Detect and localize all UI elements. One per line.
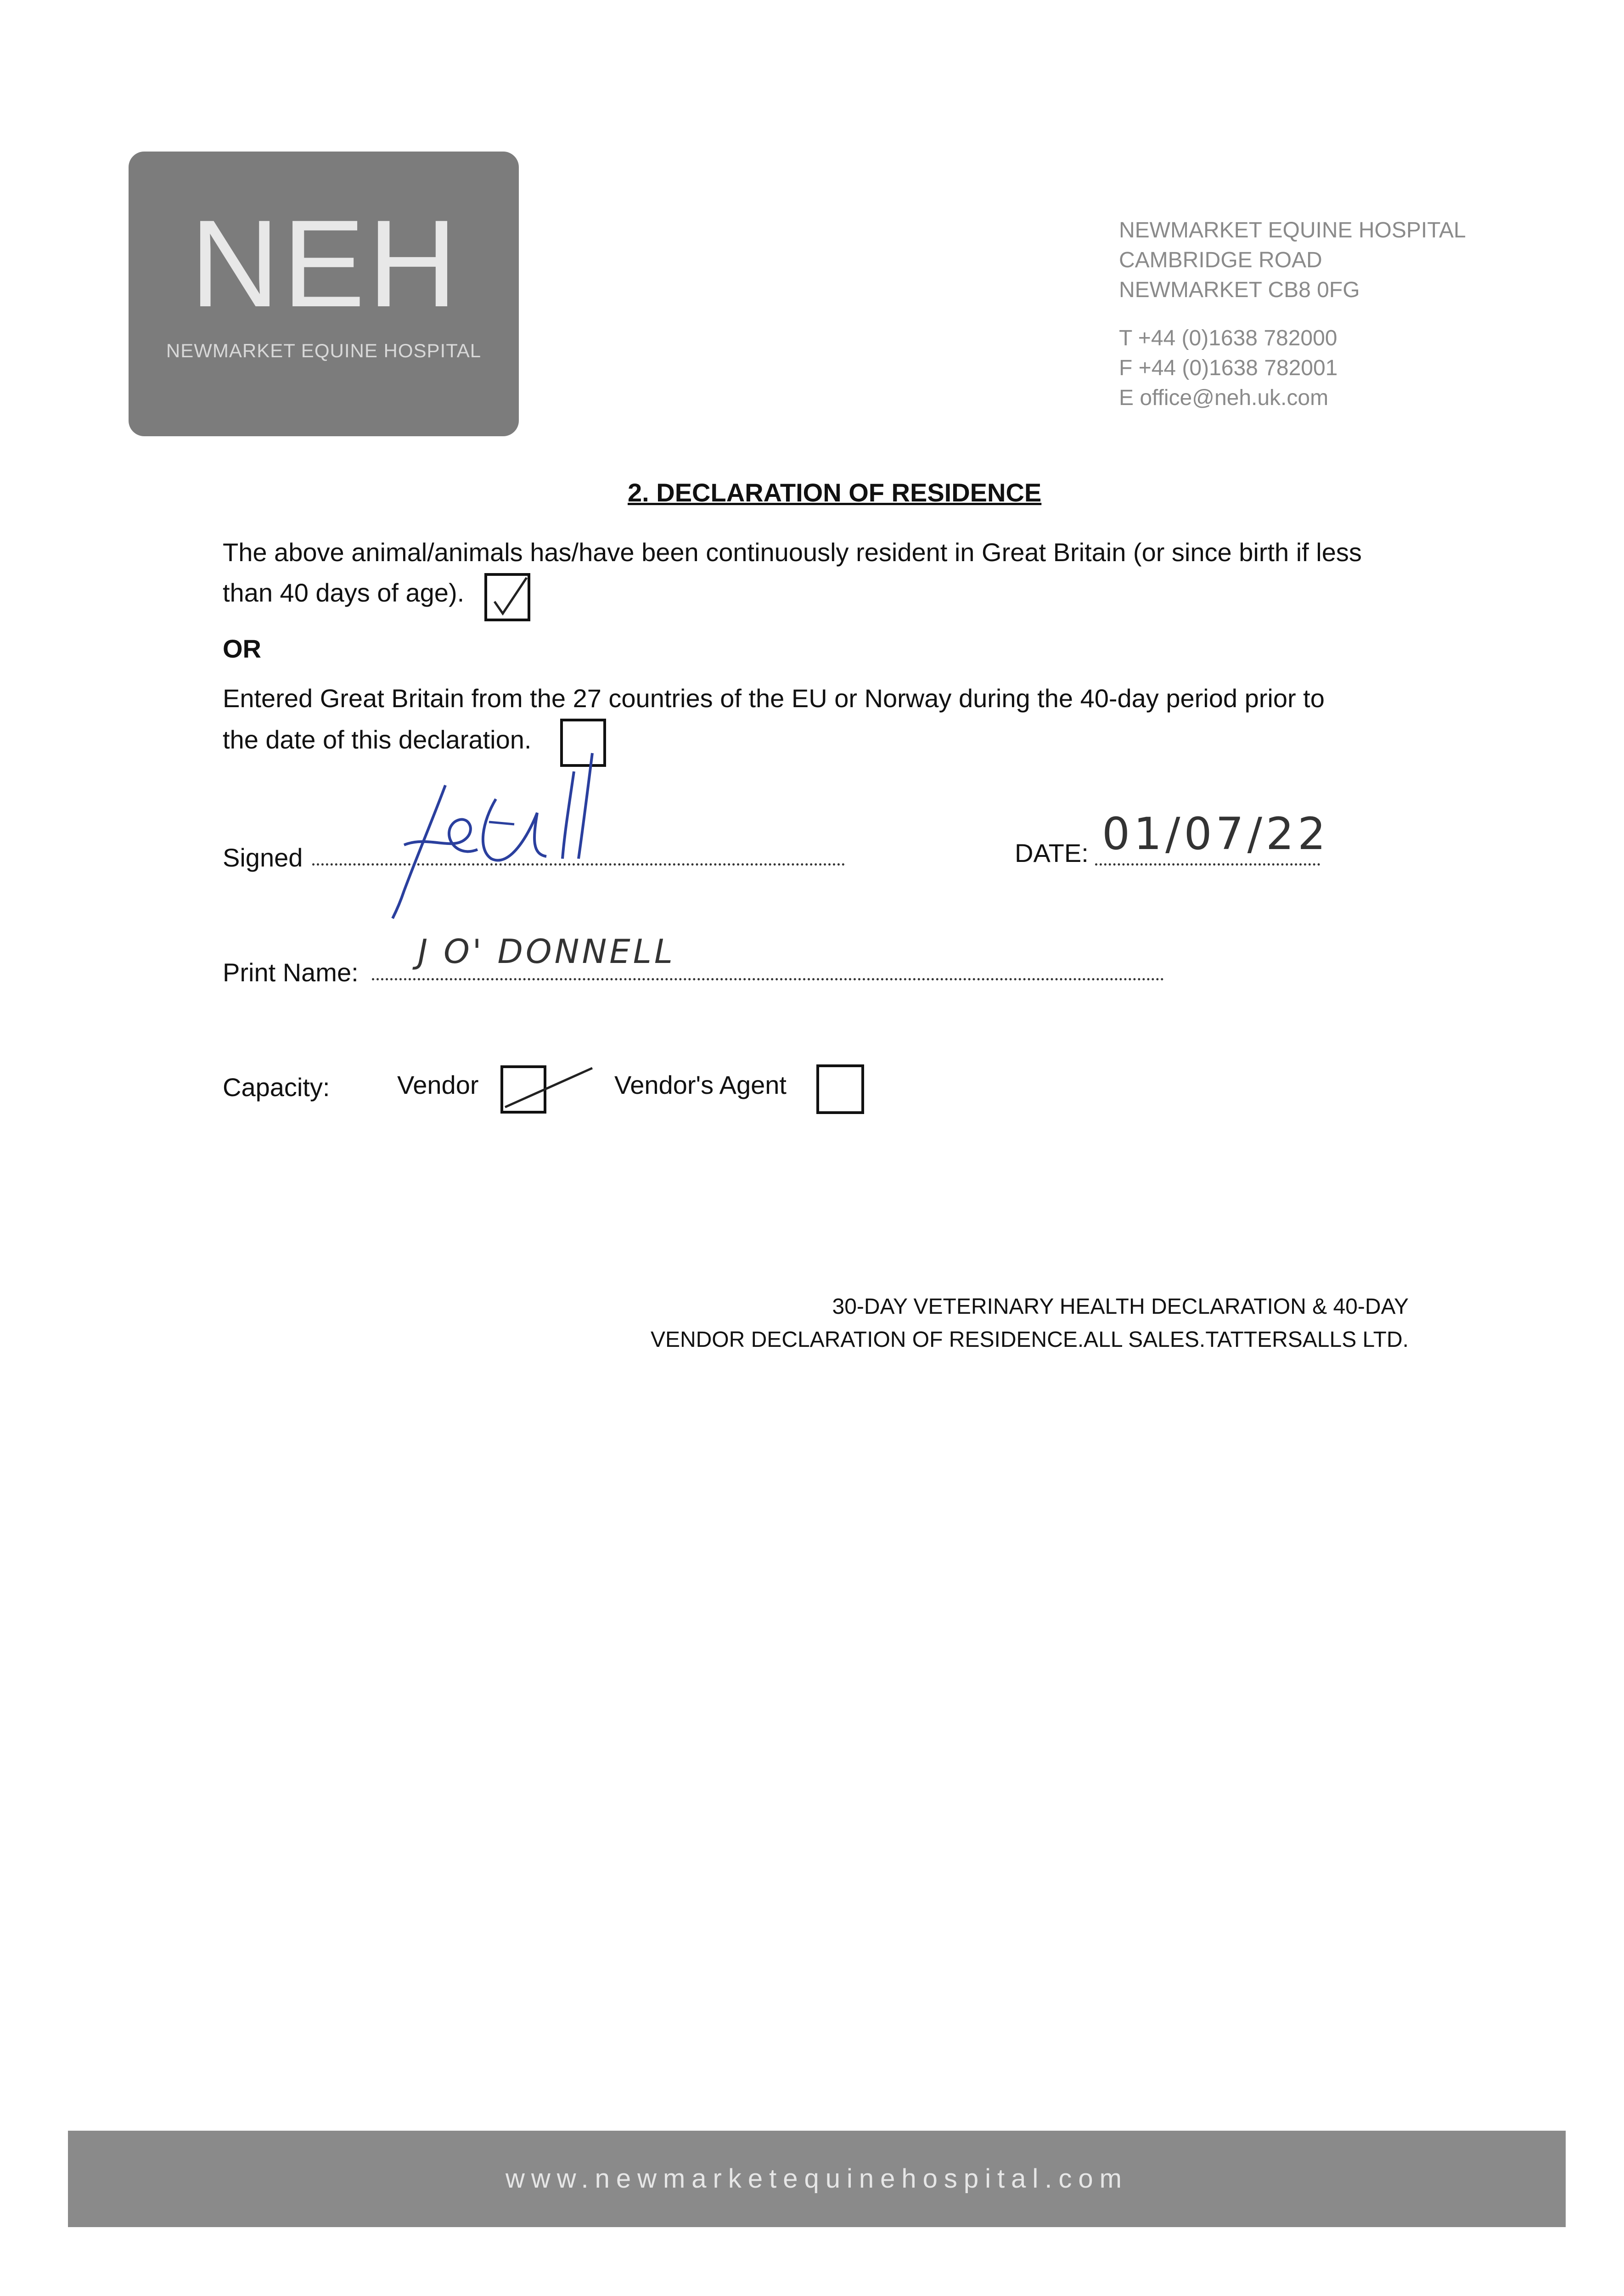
footer-note-line1: 30-DAY VETERINARY HEALTH DECLARATION & 40-DAY [832, 1294, 1409, 1319]
print-name-value[interactable]: J O' DONNELL [418, 932, 676, 971]
address-fax: F +44 (0)1638 782001 [1119, 356, 1338, 380]
check-mark-icon [484, 573, 530, 621]
logo [129, 152, 519, 436]
signature-image [376, 744, 707, 928]
or-label: OR [223, 634, 261, 663]
vendor-agent-label: Vendor's Agent [614, 1070, 787, 1099]
option1-checkbox[interactable] [484, 573, 530, 621]
option2-line2: the date of this declaration. [223, 725, 532, 754]
print-name-label: Print Name: [223, 958, 359, 987]
address-line-2: CAMBRIDGE ROAD [1119, 248, 1322, 272]
date-line [1095, 863, 1320, 866]
footer-note-line2: VENDOR DECLARATION OF RESIDENCE.ALL SALES.TATTERSALLS LTD. [650, 1328, 1409, 1352]
vendor-agent-checkbox[interactable] [816, 1064, 864, 1114]
logo-subtitle: NEWMARKET EQUINE HOSPITAL [166, 340, 482, 361]
section-title: 2. DECLARATION OF RESIDENCE [628, 478, 1042, 507]
option1-line2: than 40 days of age). [223, 578, 465, 607]
footer-url: www.newmarketequinehospital.com [506, 2164, 1128, 2194]
option2-line1: Entered Great Britain from the 27 countries of the EU or Norway during the 40-day period prior to [223, 684, 1325, 713]
capacity-label: Capacity: [223, 1073, 330, 1102]
footer-band [68, 2131, 1566, 2227]
signed-label: Signed [223, 843, 303, 872]
option1-line1: The above animal/animals has/have been continuously resident in Great Britain (or since birth if less [223, 538, 1362, 567]
logo-mark: NEH [190, 195, 461, 333]
vendor-label: Vendor [397, 1070, 479, 1099]
address-phone: T +44 (0)1638 782000 [1119, 326, 1337, 350]
address-email: E office@neh.uk.com [1119, 386, 1329, 410]
check-mark-icon [500, 1064, 601, 1114]
print-name-line [372, 978, 1164, 980]
address-line-1: NEWMARKET EQUINE HOSPITAL [1119, 218, 1466, 242]
date-label: DATE: [1015, 838, 1089, 867]
address-line-3: NEWMARKET CB8 0FG [1119, 278, 1360, 302]
date-value[interactable]: 01/07/22 [1102, 808, 1330, 860]
vendor-checkbox[interactable] [500, 1065, 546, 1114]
